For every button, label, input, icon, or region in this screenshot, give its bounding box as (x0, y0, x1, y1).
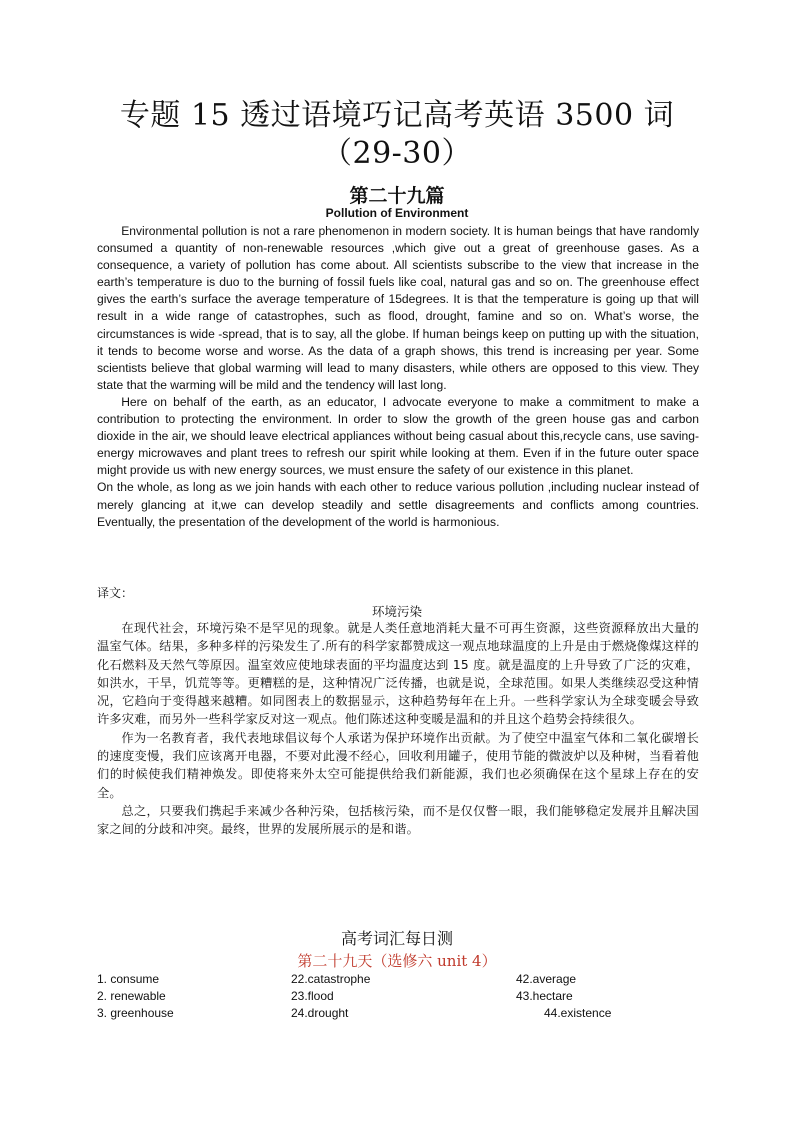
translation-paragraph: 在现代社会，环境污染不是罕见的现象。就是人类任意地消耗大量不可再生资源，这些资源释放出大量的温室气体。结果，多种多样的污染发生了.所有的科学家都赞成这一观点地球温度的上升是由于燃烧像煤这样的化石燃料及天然气等原因。温室效应使地球表面的平均温度达到 15 度。就是温度的上升导致了广泛的灾难，如洪水，干旱，饥荒等等。更糟糕的是，这种情况广泛传播，也就是说，全球范围。如果人类继续忍受这种情况，它趋向于变得越来越糟。如同图表上的数据显示，这种趋势每年在上升。一些科学家认为全球变暖会导致许多灾难，而另外一些科学家反对这一观点。他们陈述这种变暖是温和的并且这个趋势会持续很久。 (97, 621, 699, 727)
vocab-item: 3. greenhouse (97, 1006, 174, 1020)
vocab-item: 42.average (516, 972, 577, 986)
english-article-body (97, 223, 699, 531)
vocab-item: 24.drought (291, 1006, 349, 1020)
main-title-line1: 专题 15 透过语境巧记高考英语 3500 词 (119, 98, 675, 133)
chapter-heading: 第二十九篇 (349, 185, 445, 207)
vocab-item: 2. renewable (97, 989, 166, 1003)
vocab-item: 22.catastrophe (291, 972, 371, 986)
translation-label: 译文： (97, 586, 134, 600)
english-paragraph: Environmental pollution is not a rare phenomenon in modern society. It is human beings that have randomly consumed a quantity of non-renewable resources ,which give out a great of greenhouse gases. As a consequence, a variety of pollution has come about. All scientists subscribe to the view that increase in the earth’s temperature is duo to the burning of fossil fuels like coal, natural gas and so on. The greenhouse effect gives the earth’s surface the average temperature of 15degrees. It is that the temperature is going up that will result in a wide range of catastrophes, such as flood, drought, famine and so on. What’s worse, the circumstances is wide -spread, that is to say, all the globe. If human beings keep on putting up with the situation, it tends to become worse and worse. As the data of a graph shows, this trend is increasing per year. Some scientists believe that global warming will lead to many disasters, while others are opposed to this view. They state that the warming will be mild and the tendency will last long. (97, 224, 699, 392)
english-paragraph: On the whole, as long as we join hands with each other to reduce various pollution ,including nuclear instead of merely glancing at it,we can develop steadily and settle disagreements and conflicts among countries. Eventually, the presentation of the development of the world is harmonious. (97, 480, 699, 529)
translation-paragraph: 总之，只要我们携起手来减少各种污染，包括核污染，而不是仅仅瞥一眼，我们能够稳定发展并且解决国家之间的分歧和冲突。最终，世界的发展所展示的是和谐。 (97, 803, 699, 837)
translation-body (97, 619, 699, 839)
translation-paragraph: 作为一名教育者，我代表地球倡议每个人承诺为保护环境作出贡献。为了使空中温室气体和二氧化碳增长的速度变慢，我们应该离开电器，不要对此漫不经心，回收利用罐子，使用节能的微波炉以及种树，当看着他们的时候使我们精神焕发。即使将来外太空可能提供给我们新能源，我们也必须确保在这个星球上存在的安全。 (97, 730, 699, 800)
vocab-item: 43.hectare (516, 989, 573, 1003)
main-title (0, 97, 794, 173)
translation-title: 环境污染 (371, 604, 422, 619)
vocab-row (97, 972, 717, 989)
english-paragraph: Here on behalf of the earth, as an educator, I advocate everyone to make a commitment to make a contribution to protecting the environment. In order to slow the growth of the green house gas and carbon dioxide in the air, we should leave electrical appliances without being casual about this,recycle cans, use saving-energy microwaves and plant trees to refresh our spirit while looking at them. Even if in the future outer space might provide us with new energy sources, we must ensure the safety of our existence in this planet. (97, 394, 699, 478)
main-title-line2: （29-30） (322, 136, 472, 171)
vocab-day-title: 第二十九天（选修六 unit 4） (297, 952, 497, 970)
vocab-item: 23.flood (291, 989, 334, 1003)
vocab-heading: 高考词汇每日测 (340, 929, 453, 948)
vocab-row (97, 989, 717, 1006)
vocab-row (97, 1006, 717, 1023)
vocab-item: 44.existence (544, 1006, 612, 1020)
vocab-list (97, 972, 717, 1023)
vocab-item: 1. consume (97, 972, 160, 986)
english-article-title: Pollution of Environment (325, 206, 469, 220)
